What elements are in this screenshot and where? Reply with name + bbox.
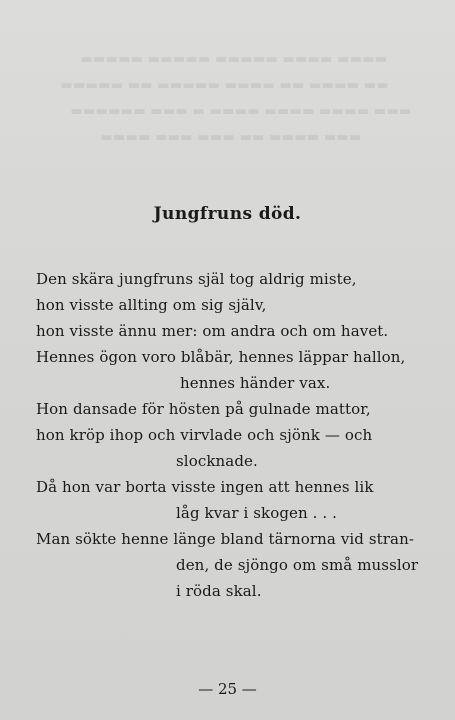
show-through-decoration: ▬▬▬▬ ▬▬▬▬ ▬▬▬▬▬ ▬▬▬▬▬ ▬▬▬▬▬ (80, 52, 388, 67)
poem-line: hennes händer vax. (180, 374, 331, 392)
poem-line: Den skära jungfruns själ tog aldrig miste, (36, 270, 357, 288)
poem-line: slocknade. (176, 452, 258, 470)
poem-line: den, de sjöngo om små musslor (176, 556, 419, 574)
show-through-decoration: ▬▬▬ ▬▬▬▬ ▬▬▬▬ ▬▬▬▬ ▬ ▬▬▬ ▬▬▬▬▬▬ (70, 104, 412, 119)
poem-line: Hon dansade för hösten på gulnade mattor, (36, 400, 371, 418)
poem-line: Man sökte henne länge bland tärnorna vid stran- (36, 530, 415, 548)
poem-line: hon visste ännu mer: om andra och om havet. (36, 322, 389, 340)
show-through-decoration: ▬▬▬ ▬▬▬▬ ▬▬ ▬▬▬ ▬▬▬ ▬▬▬▬ (100, 130, 362, 145)
poem-line: Då hon var borta visste ingen att hennes lik (36, 478, 374, 496)
show-through-decoration: ▬▬ ▬▬▬▬ ▬▬ ▬▬▬▬ ▬▬▬▬▬ ▬▬ ▬▬▬▬▬ (60, 78, 389, 93)
poem-line: låg kvar i skogen . . . (176, 504, 337, 522)
poem-line: Hennes ögon voro blåbär, hennes läppar hallon, (36, 348, 406, 366)
poem-line: hon kröp ihop och virvlade och sjönk — och (36, 426, 373, 444)
poem-line: i röda skal. (176, 582, 262, 600)
poem-title: Jungfruns död. (153, 204, 302, 224)
page-number: — 25 — (198, 680, 257, 698)
poem-line: hon visste allting om sig själv, (36, 296, 267, 314)
